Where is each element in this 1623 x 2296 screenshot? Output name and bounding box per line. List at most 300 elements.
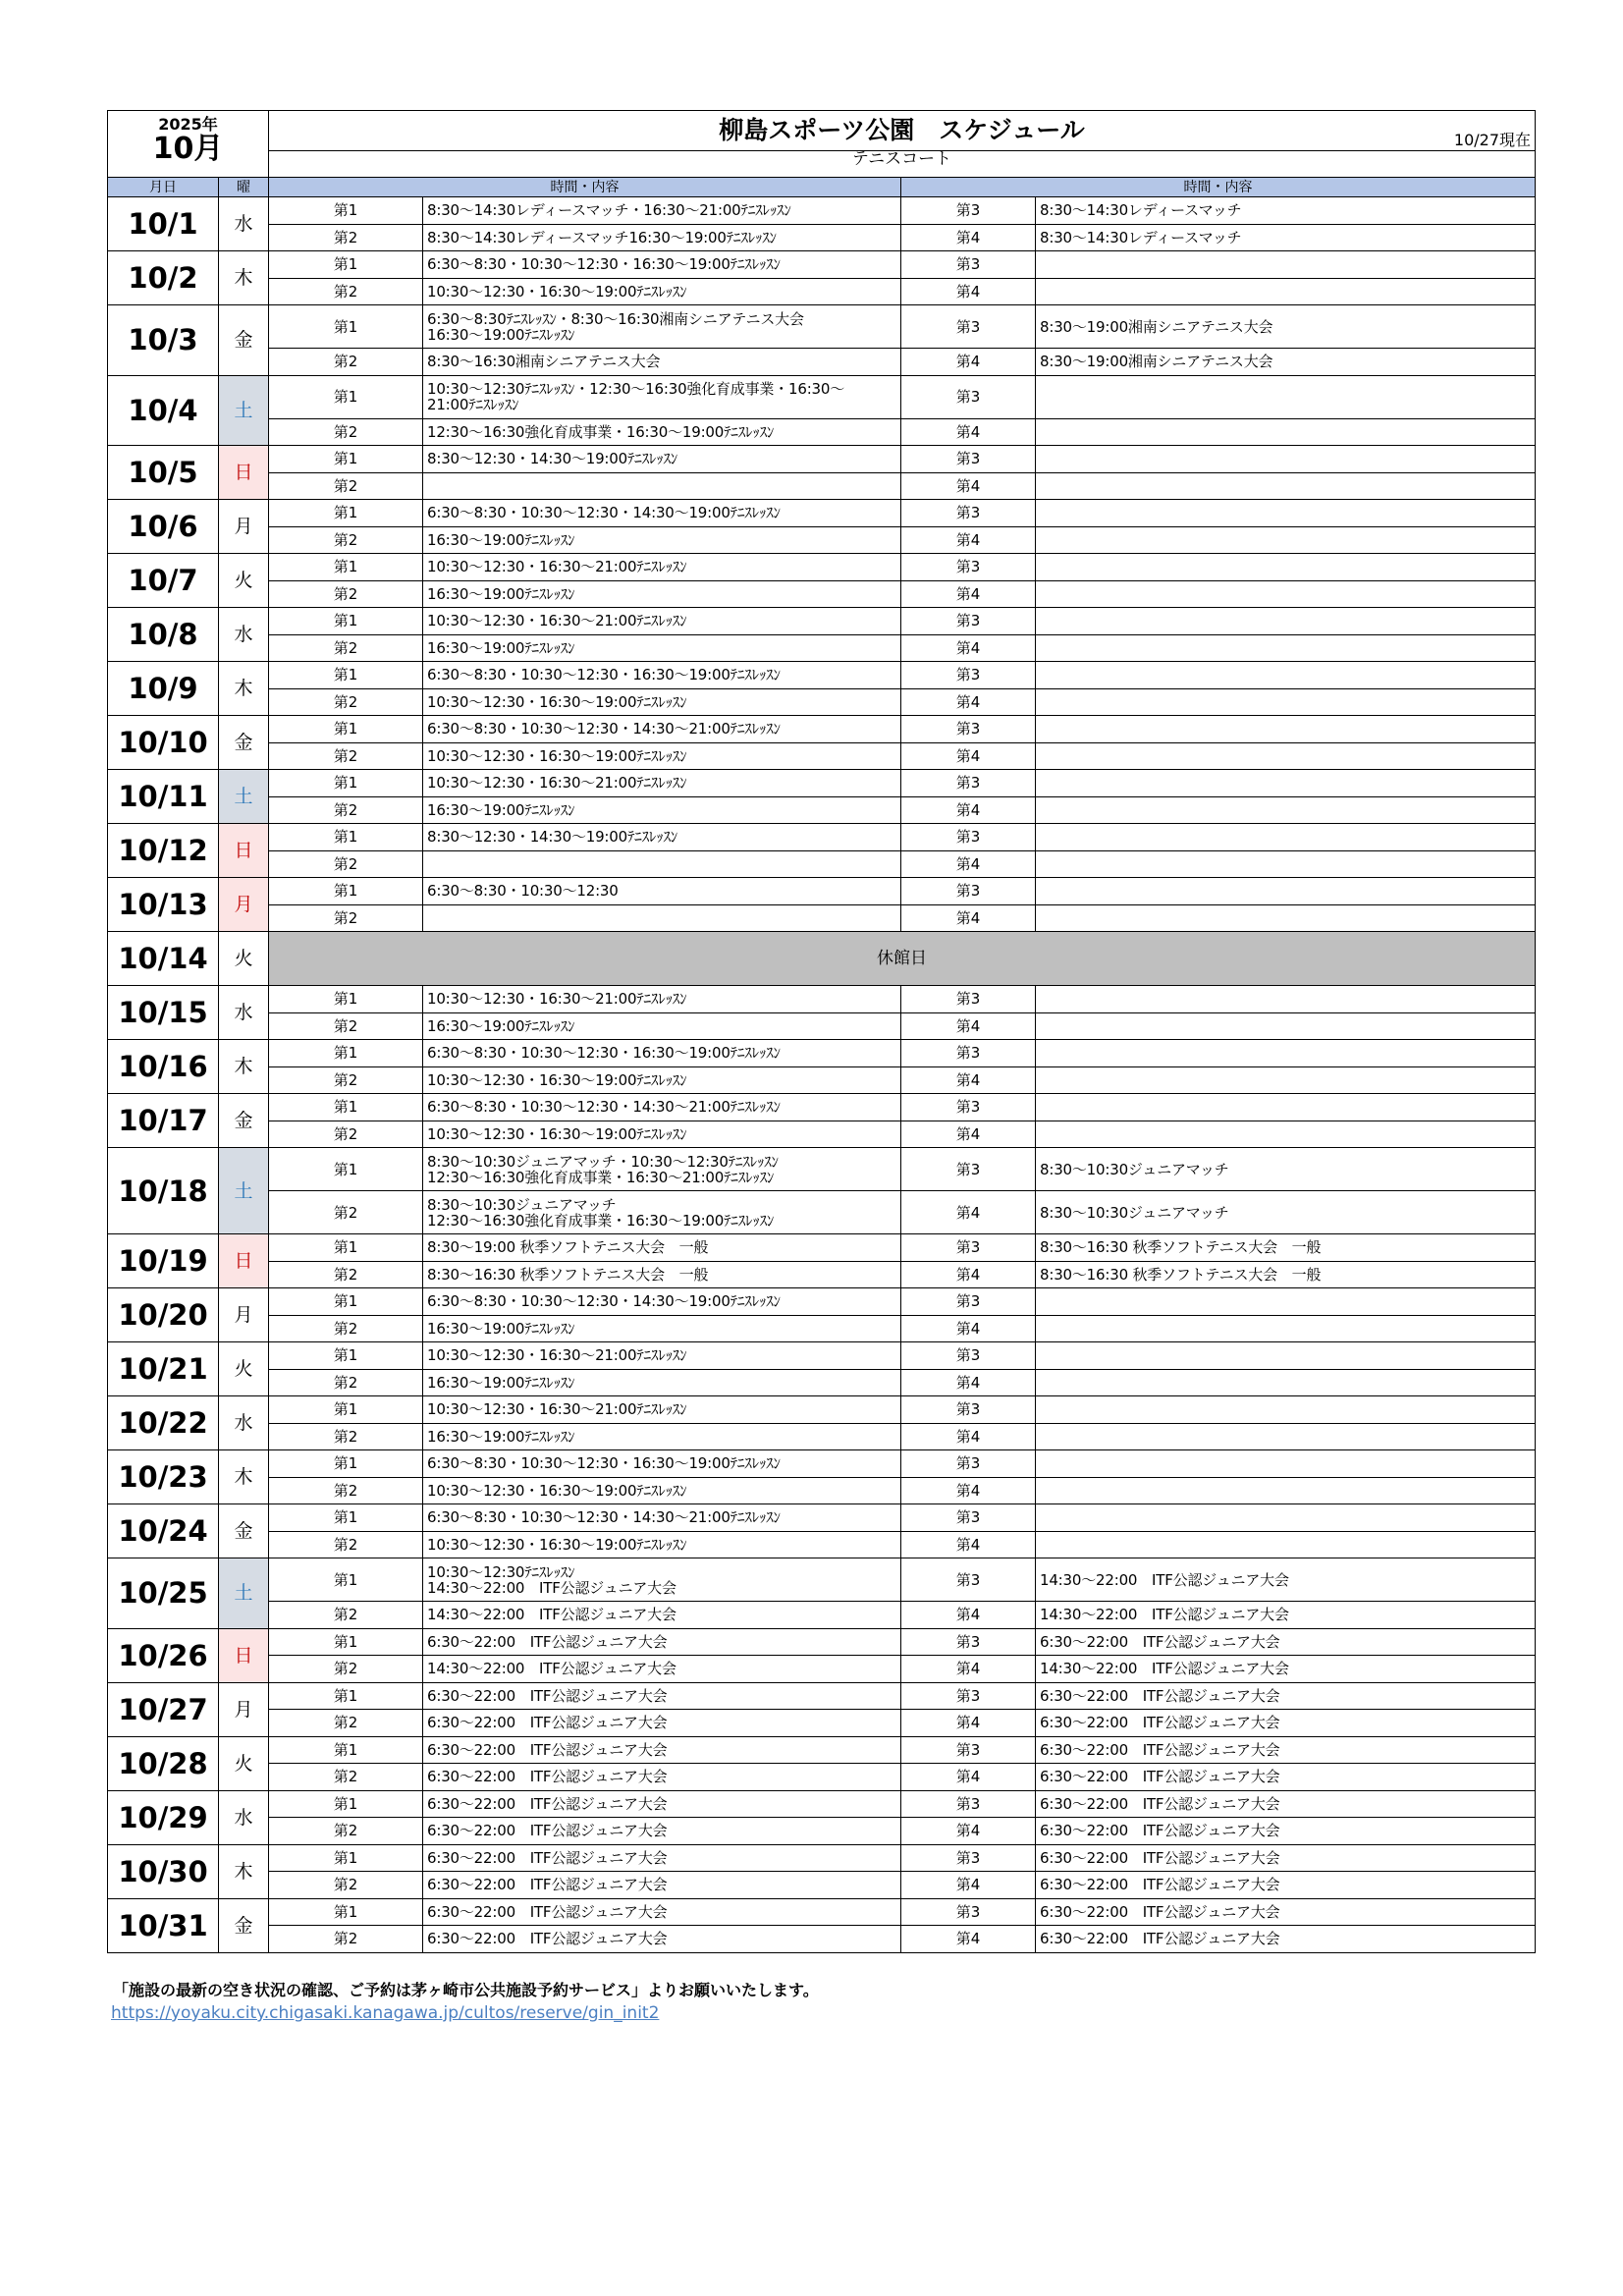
- schedule-entry: 6:30～8:30・10:30～12:30・14:30～21:00ﾃﾆｽﾚｯｽﾝ: [423, 716, 901, 743]
- day-row: [108, 305, 1536, 349]
- court-label: 第2: [269, 1012, 423, 1040]
- day-row: [108, 1040, 1536, 1067]
- schedule-entry: 6:30～8:30・10:30～12:30・16:30～19:00ﾃﾆｽﾚｯｽﾝ: [423, 662, 901, 689]
- schedule-entry: 10:30～12:30ﾃﾆｽﾚｯｽﾝ 14:30～22:00 ITF公認ジュニア大会: [423, 1558, 901, 1602]
- col-dow: 曜: [219, 178, 269, 197]
- facility-label: テニスコート: [851, 149, 952, 169]
- day-of-week: 木: [219, 1844, 269, 1898]
- court-label: 第2: [269, 472, 423, 500]
- day-row: [108, 1315, 1536, 1342]
- day-of-week: 土: [219, 770, 269, 824]
- schedule-entry: 8:30～10:30ジュニアマッチ: [1036, 1148, 1536, 1191]
- day-row: [108, 500, 1536, 527]
- court-label: 第2: [269, 1315, 423, 1342]
- schedule-entry: 6:30～22:00 ITF公認ジュニア大会: [423, 1710, 901, 1737]
- court-label: 第1: [269, 1396, 423, 1424]
- day-row: [108, 1423, 1536, 1450]
- day-row: [108, 1844, 1536, 1872]
- closed-day-label: 休館日: [269, 932, 1536, 986]
- schedule-entry: 10:30～12:30・16:30～19:00ﾃﾆｽﾚｯｽﾝ: [423, 1121, 901, 1148]
- court-label: 第3: [901, 1148, 1036, 1191]
- schedule-entry: 6:30～8:30・10:30～12:30・14:30～19:00ﾃﾆｽﾚｯｽﾝ: [423, 1288, 901, 1316]
- day-date: 10/13: [108, 878, 219, 932]
- schedule-entry: [1036, 878, 1536, 905]
- court-label: 第4: [901, 688, 1036, 716]
- court-label: 第3: [901, 824, 1036, 851]
- schedule-entry: [1036, 1342, 1536, 1370]
- col-content-1: 時間・内容: [269, 178, 901, 197]
- day-of-week: 金: [219, 1504, 269, 1558]
- court-label: 第2: [269, 1764, 423, 1791]
- court-label: 第4: [901, 1818, 1036, 1845]
- court-label: 第2: [269, 224, 423, 251]
- court-label: 第1: [269, 500, 423, 527]
- schedule-entry: 6:30～22:00 ITF公認ジュニア大会: [423, 1844, 901, 1872]
- day-row: [108, 1602, 1536, 1629]
- court-label: 第4: [901, 634, 1036, 662]
- day-date: 10/21: [108, 1342, 219, 1396]
- day-of-week: 土: [219, 375, 269, 446]
- schedule-entry: 6:30～22:00 ITF公認ジュニア大会: [423, 1926, 901, 1953]
- schedule-entry: [423, 850, 901, 878]
- header-row: [108, 111, 1536, 178]
- schedule-entry: 6:30～22:00 ITF公認ジュニア大会: [1036, 1926, 1536, 1953]
- court-label: 第2: [269, 1710, 423, 1737]
- schedule-entry: [1036, 526, 1536, 554]
- day-of-week: 日: [219, 824, 269, 878]
- schedule-entry: 12:30～16:30強化育成事業・16:30～19:00ﾃﾆｽﾚｯｽﾝ: [423, 418, 901, 446]
- court-label: 第3: [901, 1844, 1036, 1872]
- day-date: 10/5: [108, 446, 219, 500]
- court-label: 第3: [901, 1790, 1036, 1818]
- day-row-closed: [108, 932, 1536, 986]
- schedule-entry: [1036, 1094, 1536, 1121]
- schedule-entry: 6:30～8:30・10:30～12:30・14:30～21:00ﾃﾆｽﾚｯｽﾝ: [423, 1094, 901, 1121]
- schedule-entry: 6:30～8:30・10:30～12:30・16:30～19:00ﾃﾆｽﾚｯｽﾝ: [423, 1450, 901, 1478]
- schedule-entry: [1036, 824, 1536, 851]
- schedule-entry: [1036, 796, 1536, 824]
- schedule-entry: 8:30～14:30レディースマッチ・16:30～21:00ﾃﾆｽﾚｯｽﾝ: [423, 197, 901, 225]
- court-label: 第3: [901, 1558, 1036, 1602]
- day-row: [108, 1148, 1536, 1191]
- day-row: [108, 1898, 1536, 1926]
- day-date: 10/18: [108, 1148, 219, 1234]
- day-of-week: 水: [219, 1396, 269, 1450]
- day-row: [108, 446, 1536, 473]
- court-label: 第2: [269, 1121, 423, 1148]
- court-label: 第4: [901, 1369, 1036, 1396]
- day-date: 10/26: [108, 1628, 219, 1682]
- day-row: [108, 1736, 1536, 1764]
- schedule-entry: 6:30～22:00 ITF公認ジュニア大会: [1036, 1764, 1536, 1791]
- schedule-entry: 14:30～22:00 ITF公認ジュニア大会: [423, 1656, 901, 1683]
- day-date: 10/19: [108, 1234, 219, 1288]
- schedule-entry: [1036, 1504, 1536, 1532]
- schedule-entry: 14:30～22:00 ITF公認ジュニア大会: [423, 1602, 901, 1629]
- court-label: 第3: [901, 1628, 1036, 1656]
- schedule-entry: 8:30～10:30ジュニアマッチ・10:30～12:30ﾃﾆｽﾚｯｽﾝ 12:30～16:30強化育成事業・16:30～21:00ﾃﾆｽﾚｯｽﾝ: [423, 1148, 901, 1191]
- court-label: 第1: [269, 1094, 423, 1121]
- day-row: [108, 1066, 1536, 1094]
- court-label: 第3: [901, 375, 1036, 418]
- court-label: 第2: [269, 742, 423, 770]
- day-row: [108, 1628, 1536, 1656]
- day-row: [108, 1094, 1536, 1121]
- court-label: 第1: [269, 197, 423, 225]
- day-row: [108, 1558, 1536, 1602]
- day-row: [108, 224, 1536, 251]
- court-label: 第1: [269, 878, 423, 905]
- court-label: 第2: [269, 904, 423, 932]
- court-label: 第1: [269, 1736, 423, 1764]
- day-row: [108, 1191, 1536, 1234]
- court-label: 第4: [901, 796, 1036, 824]
- schedule-entry: [1036, 634, 1536, 662]
- schedule-entry: 8:30～12:30・14:30～19:00ﾃﾆｽﾚｯｽﾝ: [423, 824, 901, 851]
- court-label: 第1: [269, 1558, 423, 1602]
- schedule-entry: 6:30～22:00 ITF公認ジュニア大会: [1036, 1872, 1536, 1899]
- court-label: 第2: [269, 1066, 423, 1094]
- court-label: 第4: [901, 742, 1036, 770]
- day-of-week: 火: [219, 932, 269, 986]
- day-row: [108, 1450, 1536, 1478]
- schedule-entry: [1036, 1396, 1536, 1424]
- court-label: 第4: [901, 904, 1036, 932]
- footer-note: 「施設の最新の空き状況の確認、ご予約は茅ヶ崎市公共施設予約サービス」よりお願いいたします。: [113, 1981, 819, 1999]
- court-label: 第4: [901, 472, 1036, 500]
- schedule-entry: 14:30～22:00 ITF公認ジュニア大会: [1036, 1656, 1536, 1683]
- schedule-entry: 6:30～22:00 ITF公認ジュニア大会: [423, 1818, 901, 1845]
- day-of-week: 土: [219, 1148, 269, 1234]
- court-label: 第3: [901, 1094, 1036, 1121]
- court-label: 第1: [269, 1628, 423, 1656]
- court-label: 第2: [269, 1926, 423, 1953]
- day-row: [108, 1261, 1536, 1288]
- court-label: 第4: [901, 1261, 1036, 1288]
- court-label: 第1: [269, 770, 423, 797]
- schedule-entry: 14:30～22:00 ITF公認ジュニア大会: [1036, 1602, 1536, 1629]
- day-of-week: 金: [219, 716, 269, 770]
- court-label: 第3: [901, 1342, 1036, 1370]
- schedule-entry: 6:30～8:30ﾃﾆｽﾚｯｽﾝ・8:30～16:30湘南シニアテニス大会 16:30～19:00ﾃﾆｽﾚｯｽﾝ: [423, 305, 901, 349]
- schedule-entry: 10:30～12:30・16:30～21:00ﾃﾆｽﾚｯｽﾝ: [423, 986, 901, 1013]
- reservation-link[interactable]: https://yoyaku.city.chigasaki.kanagawa.jp/cultos/reserve/gin_init2: [111, 2003, 660, 2023]
- day-row: [108, 375, 1536, 418]
- court-label: 第3: [901, 1736, 1036, 1764]
- schedule-entry: [1036, 278, 1536, 305]
- court-label: 第2: [269, 1369, 423, 1396]
- schedule-entry: 16:30～19:00ﾃﾆｽﾚｯｽﾝ: [423, 796, 901, 824]
- day-row: [108, 1504, 1536, 1532]
- schedule-entry: [1036, 1121, 1536, 1148]
- day-of-week: 木: [219, 1040, 269, 1094]
- schedule-entry: 8:30～19:00湘南シニアテニス大会: [1036, 305, 1536, 349]
- court-label: 第3: [901, 878, 1036, 905]
- court-label: 第2: [269, 1818, 423, 1845]
- day-row: [108, 1288, 1536, 1316]
- day-row: [108, 688, 1536, 716]
- schedule-entry: 8:30～19:00 秋季ソフトテニス大会 一般: [423, 1234, 901, 1262]
- court-label: 第4: [901, 1872, 1036, 1899]
- schedule-entry: 8:30～16:30 秋季ソフトテニス大会 一般: [1036, 1234, 1536, 1262]
- day-row: [108, 197, 1536, 225]
- day-row: [108, 278, 1536, 305]
- schedule-entry: [1036, 251, 1536, 279]
- court-label: 第4: [901, 1315, 1036, 1342]
- schedule-entry: 10:30～12:30・16:30～21:00ﾃﾆｽﾚｯｽﾝ: [423, 608, 901, 635]
- day-row: [108, 716, 1536, 743]
- court-label: 第4: [901, 1121, 1036, 1148]
- column-header-row: [108, 178, 1536, 197]
- schedule-entry: 16:30～19:00ﾃﾆｽﾚｯｽﾝ: [423, 580, 901, 608]
- court-label: 第4: [901, 1012, 1036, 1040]
- schedule-entry: 16:30～19:00ﾃﾆｽﾚｯｽﾝ: [423, 1369, 901, 1396]
- day-date: 10/17: [108, 1094, 219, 1148]
- schedule-entry: [1036, 904, 1536, 932]
- schedule-entry: 8:30～19:00湘南シニアテニス大会: [1036, 349, 1536, 376]
- day-row: [108, 1342, 1536, 1370]
- schedule-sheet: [107, 110, 1535, 1953]
- schedule-entry: [1036, 1531, 1536, 1558]
- schedule-entry: 10:30～12:30・16:30～21:00ﾃﾆｽﾚｯｽﾝ: [423, 1342, 901, 1370]
- schedule-entry: 8:30～16:30 秋季ソフトテニス大会 一般: [1036, 1261, 1536, 1288]
- court-label: 第3: [901, 446, 1036, 473]
- day-row: [108, 662, 1536, 689]
- court-label: 第1: [269, 305, 423, 349]
- schedule-entry: 10:30～12:30ﾃﾆｽﾚｯｽﾝ・12:30～16:30強化育成事業・16:30～ 21:00ﾃﾆｽﾚｯｽﾝ: [423, 375, 901, 418]
- day-date: 10/27: [108, 1682, 219, 1736]
- day-row: [108, 850, 1536, 878]
- col-date: 月日: [108, 178, 219, 197]
- court-label: 第2: [269, 1602, 423, 1629]
- schedule-table: [107, 110, 1536, 1953]
- court-label: 第2: [269, 1191, 423, 1234]
- court-label: 第2: [269, 1261, 423, 1288]
- day-row: [108, 878, 1536, 905]
- title-cell: [269, 111, 1536, 178]
- year-label: 2025年: [158, 115, 218, 134]
- court-label: 第4: [901, 1066, 1036, 1094]
- court-label: 第2: [269, 796, 423, 824]
- year-month-cell: [108, 111, 269, 178]
- schedule-entry: 8:30～14:30レディースマッチ16:30～19:00ﾃﾆｽﾚｯｽﾝ: [423, 224, 901, 251]
- court-label: 第3: [901, 716, 1036, 743]
- schedule-entry: 6:30～22:00 ITF公認ジュニア大会: [1036, 1844, 1536, 1872]
- court-label: 第1: [269, 662, 423, 689]
- court-label: 第2: [269, 349, 423, 376]
- day-row: [108, 1396, 1536, 1424]
- court-label: 第3: [901, 770, 1036, 797]
- schedule-entry: [1036, 500, 1536, 527]
- court-label: 第2: [269, 526, 423, 554]
- court-label: 第3: [901, 305, 1036, 349]
- day-of-week: 水: [219, 1790, 269, 1844]
- col-content-2: 時間・内容: [901, 178, 1536, 197]
- day-date: 10/12: [108, 824, 219, 878]
- schedule-entry: [1036, 580, 1536, 608]
- day-row: [108, 1926, 1536, 1953]
- page-title: 柳島スポーツ公園 スケジュール: [719, 116, 1085, 144]
- court-label: 第4: [901, 418, 1036, 446]
- day-row: [108, 1710, 1536, 1737]
- day-of-week: 月: [219, 1288, 269, 1342]
- schedule-entry: 16:30～19:00ﾃﾆｽﾚｯｽﾝ: [423, 1012, 901, 1040]
- day-date: 10/8: [108, 608, 219, 662]
- schedule-entry: 6:30～8:30・10:30～12:30・14:30～19:00ﾃﾆｽﾚｯｽﾝ: [423, 500, 901, 527]
- day-row: [108, 1682, 1536, 1710]
- court-label: 第3: [901, 1288, 1036, 1316]
- day-row: [108, 824, 1536, 851]
- day-of-week: 金: [219, 1094, 269, 1148]
- day-of-week: 水: [219, 608, 269, 662]
- schedule-entry: 16:30～19:00ﾃﾆｽﾚｯｽﾝ: [423, 1423, 901, 1450]
- day-row: [108, 796, 1536, 824]
- schedule-entry: 16:30～19:00ﾃﾆｽﾚｯｽﾝ: [423, 1315, 901, 1342]
- day-row: [108, 986, 1536, 1013]
- schedule-entry: [1036, 554, 1536, 581]
- schedule-entry: 6:30～22:00 ITF公認ジュニア大会: [423, 1872, 901, 1899]
- schedule-entry: [1036, 375, 1536, 418]
- court-label: 第1: [269, 1790, 423, 1818]
- day-of-week: 月: [219, 878, 269, 932]
- day-row: [108, 904, 1536, 932]
- schedule-entry: 10:30～12:30・16:30～19:00ﾃﾆｽﾚｯｽﾝ: [423, 1531, 901, 1558]
- schedule-entry: 6:30～22:00 ITF公認ジュニア大会: [1036, 1818, 1536, 1845]
- schedule-entry: 10:30～12:30・16:30～19:00ﾃﾆｽﾚｯｽﾝ: [423, 688, 901, 716]
- court-label: 第1: [269, 986, 423, 1013]
- day-row: [108, 1234, 1536, 1262]
- court-label: 第4: [901, 580, 1036, 608]
- day-row: [108, 1790, 1536, 1818]
- court-label: 第1: [269, 446, 423, 473]
- schedule-entry: 8:30～10:30ジュニアマッチ: [1036, 1191, 1536, 1234]
- day-row: [108, 1764, 1536, 1791]
- day-date: 10/2: [108, 251, 219, 305]
- court-label: 第4: [901, 224, 1036, 251]
- day-date: 10/23: [108, 1450, 219, 1504]
- schedule-entry: 14:30～22:00 ITF公認ジュニア大会: [1036, 1558, 1536, 1602]
- day-of-week: 日: [219, 1628, 269, 1682]
- day-date: 10/22: [108, 1396, 219, 1450]
- court-label: 第1: [269, 716, 423, 743]
- day-of-week: 金: [219, 305, 269, 376]
- court-label: 第3: [901, 1396, 1036, 1424]
- court-label: 第3: [901, 251, 1036, 279]
- day-of-week: 火: [219, 1342, 269, 1396]
- court-label: 第3: [901, 1504, 1036, 1532]
- day-row: [108, 554, 1536, 581]
- court-label: 第3: [901, 1682, 1036, 1710]
- court-label: 第3: [901, 1234, 1036, 1262]
- schedule-entry: [1036, 1477, 1536, 1504]
- court-label: 第1: [269, 824, 423, 851]
- schedule-entry: 6:30～22:00 ITF公認ジュニア大会: [423, 1628, 901, 1656]
- court-label: 第1: [269, 1234, 423, 1262]
- schedule-entry: 10:30～12:30・16:30～21:00ﾃﾆｽﾚｯｽﾝ: [423, 770, 901, 797]
- day-row: [108, 770, 1536, 797]
- day-row: [108, 1121, 1536, 1148]
- court-label: 第3: [901, 1898, 1036, 1926]
- court-label: 第4: [901, 1764, 1036, 1791]
- as-of-date: 10/27現在: [1453, 131, 1532, 149]
- court-label: 第2: [269, 634, 423, 662]
- day-row: [108, 608, 1536, 635]
- schedule-entry: [423, 472, 901, 500]
- day-of-week: 日: [219, 1234, 269, 1288]
- court-label: 第1: [269, 554, 423, 581]
- day-of-week: 土: [219, 1558, 269, 1629]
- day-date: 10/16: [108, 1040, 219, 1094]
- day-row: [108, 580, 1536, 608]
- schedule-entry: 6:30～22:00 ITF公認ジュニア大会: [1036, 1682, 1536, 1710]
- schedule-entry: [1036, 472, 1536, 500]
- schedule-entry: 6:30～8:30・10:30～12:30・16:30～19:00ﾃﾆｽﾚｯｽﾝ: [423, 1040, 901, 1067]
- day-date: 10/28: [108, 1736, 219, 1790]
- schedule-entry: [423, 904, 901, 932]
- day-of-week: 日: [219, 446, 269, 500]
- day-date: 10/1: [108, 197, 219, 251]
- court-label: 第4: [901, 526, 1036, 554]
- schedule-entry: 8:30～16:30湘南シニアテニス大会: [423, 349, 901, 376]
- court-label: 第2: [269, 688, 423, 716]
- court-label: 第3: [901, 197, 1036, 225]
- court-label: 第4: [901, 1531, 1036, 1558]
- day-of-week: 木: [219, 662, 269, 716]
- schedule-entry: 16:30～19:00ﾃﾆｽﾚｯｽﾝ: [423, 526, 901, 554]
- day-row: [108, 634, 1536, 662]
- schedule-entry: [1036, 1369, 1536, 1396]
- court-label: 第4: [901, 1656, 1036, 1683]
- schedule-entry: 10:30～12:30・16:30～21:00ﾃﾆｽﾚｯｽﾝ: [423, 554, 901, 581]
- day-row: [108, 251, 1536, 279]
- court-label: 第4: [901, 1191, 1036, 1234]
- schedule-entry: 6:30～22:00 ITF公認ジュニア大会: [1036, 1736, 1536, 1764]
- court-label: 第3: [901, 662, 1036, 689]
- day-date: 10/9: [108, 662, 219, 716]
- schedule-entry: [1036, 1040, 1536, 1067]
- schedule-entry: [1036, 1288, 1536, 1316]
- schedule-entry: 6:30～22:00 ITF公認ジュニア大会: [423, 1790, 901, 1818]
- day-of-week: 月: [219, 1682, 269, 1736]
- schedule-entry: [1036, 662, 1536, 689]
- schedule-entry: [1036, 1066, 1536, 1094]
- court-label: 第3: [901, 986, 1036, 1013]
- court-label: 第1: [269, 251, 423, 279]
- court-label: 第3: [901, 1450, 1036, 1478]
- court-label: 第4: [901, 850, 1036, 878]
- court-label: 第4: [901, 1602, 1036, 1629]
- court-label: 第2: [269, 1423, 423, 1450]
- schedule-entry: 10:30～12:30・16:30～19:00ﾃﾆｽﾚｯｽﾝ: [423, 742, 901, 770]
- court-label: 第3: [901, 1040, 1036, 1067]
- schedule-entry: [1036, 1423, 1536, 1450]
- schedule-entry: [1036, 1012, 1536, 1040]
- schedule-entry: 6:30～22:00 ITF公認ジュニア大会: [1036, 1790, 1536, 1818]
- court-label: 第2: [269, 278, 423, 305]
- schedule-entry: [1036, 1315, 1536, 1342]
- month-label: 10月: [152, 132, 224, 166]
- schedule-entry: 10:30～12:30・16:30～19:00ﾃﾆｽﾚｯｽﾝ: [423, 1066, 901, 1094]
- court-label: 第1: [269, 1504, 423, 1532]
- schedule-entry: [1036, 418, 1536, 446]
- schedule-entry: 10:30～12:30・16:30～21:00ﾃﾆｽﾚｯｽﾝ: [423, 1396, 901, 1424]
- court-label: 第1: [269, 1288, 423, 1316]
- schedule-entry: 6:30～22:00 ITF公認ジュニア大会: [423, 1898, 901, 1926]
- schedule-entry: 6:30～8:30・10:30～12:30・16:30～19:00ﾃﾆｽﾚｯｽﾝ: [423, 251, 901, 279]
- day-date: 10/11: [108, 770, 219, 824]
- schedule-entry: 8:30～10:30ジュニアマッチ 12:30～16:30強化育成事業・16:30～19:00ﾃﾆｽﾚｯｽﾝ: [423, 1191, 901, 1234]
- day-of-week: 火: [219, 1736, 269, 1790]
